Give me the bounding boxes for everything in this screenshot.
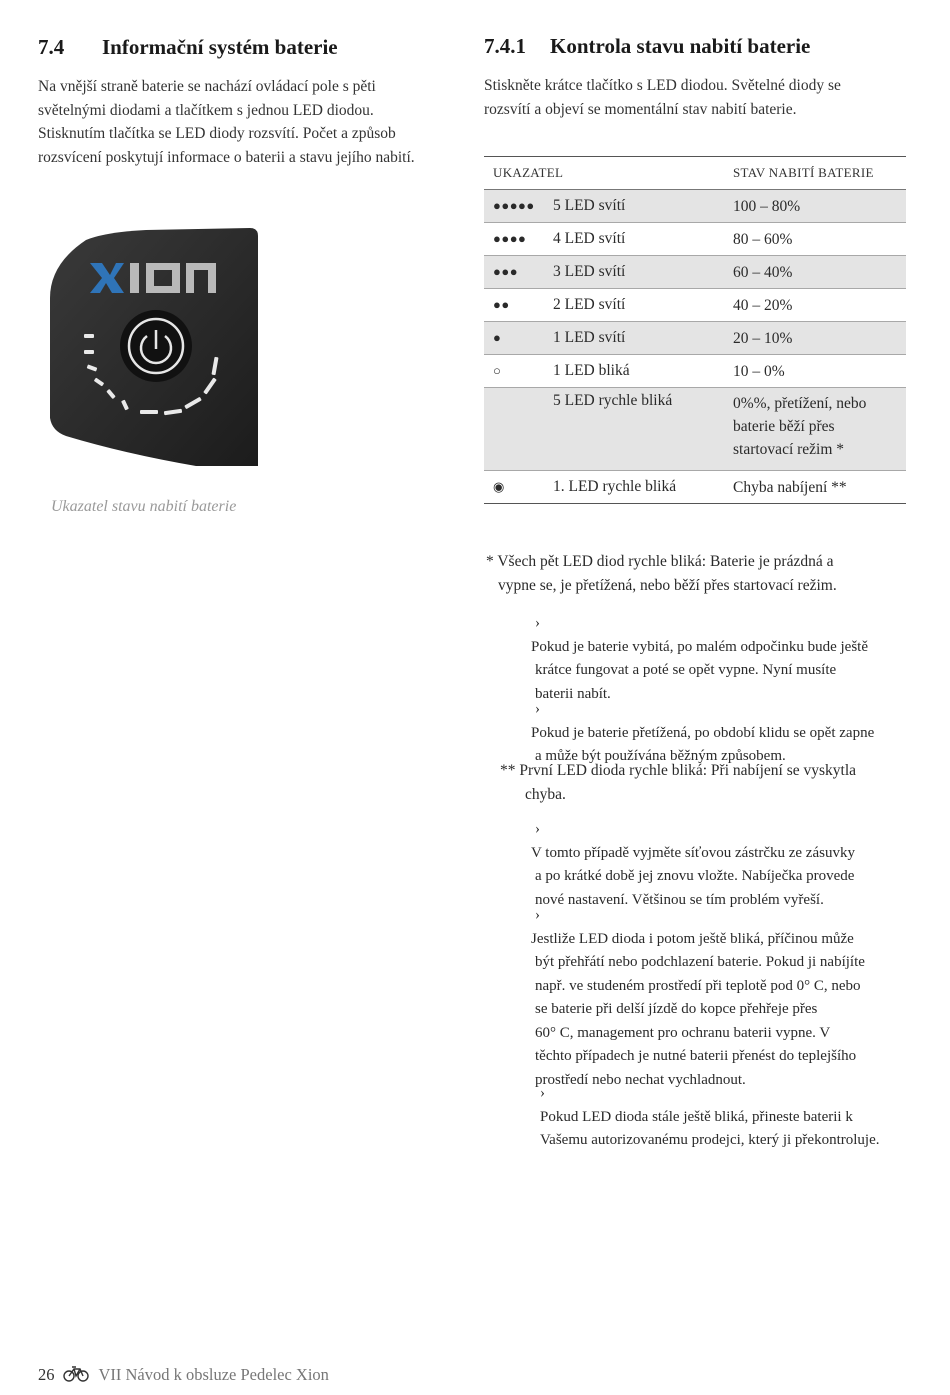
list-item-line: Pokud je baterie vybitá, po malém odpočinku bude ještě (531, 638, 869, 655)
list-item (510, 818, 945, 912)
list-item-line: nové nastavení. Většinou se tím problém vyřeší. (535, 891, 824, 908)
list-item-line: být přehřátí nebo podchlazení baterie. Pokud ji nabíjíte (535, 954, 865, 970)
charge-status-table (484, 156, 906, 504)
intro-line: světelnými diodami a tlačítkem s jednou LED diodou. (38, 101, 374, 119)
instruction-line: Stiskněte krátce tlačítko s LED diodou. Světelné diody se (484, 77, 841, 94)
led-symbol: ○ (484, 355, 553, 388)
note-double-star (500, 759, 930, 806)
charge-state: 20 – 10% (733, 322, 906, 355)
arrow-icon: › (535, 701, 540, 717)
led-description: 1 LED svítí (553, 322, 733, 355)
header-indicator: UKAZATEL (484, 157, 733, 190)
led-symbol: ◉ (484, 471, 553, 504)
charge-state: 100 – 80% (733, 190, 906, 223)
charge-state: 40 – 20% (733, 289, 906, 322)
table-row (484, 322, 906, 355)
page-number: 26 (38, 1365, 55, 1384)
table-header-row (484, 157, 906, 190)
led-description: 1. LED rychle bliká (553, 471, 733, 504)
charge-state (733, 388, 906, 471)
led-description: 1 LED bliká (553, 355, 733, 388)
charge-state: 60 – 40% (733, 256, 906, 289)
section-title: Informační systém baterie (102, 35, 338, 59)
list-item (510, 904, 945, 1092)
battery-control-panel-image (46, 226, 264, 470)
charge-state-line: 0%%, přetížení, nebo (733, 395, 867, 412)
led-symbol: ●●●● (484, 223, 553, 256)
section-number: 7.4.1 (484, 34, 526, 58)
section-heading-7-4 (38, 35, 338, 60)
instruction-paragraph (484, 74, 914, 121)
list-item-line: Jestliže LED dioda i potom ještě bliká, příčinou může (531, 930, 854, 947)
image-caption: Ukazatel stavu nabití baterie (51, 498, 237, 515)
intro-line: Na vnější straně baterie se nachází ovládací pole s pěti (38, 78, 376, 95)
bicycle-icon (63, 1366, 89, 1382)
table-row (484, 256, 906, 289)
list-item-line: Vašemu autorizovanému prodejci, který ji překontroluje. (540, 1132, 880, 1148)
led-symbol: ●● (484, 289, 553, 322)
list-item-line: Pokud je baterie přetížená, po období klidu se opět zapne (531, 724, 875, 741)
intro-line: Stisknutím tlačítka se LED diody rozsvítí. Počet a způsob (38, 125, 396, 142)
list-item-line: se baterie při delší jízdě do kopce přehřeje přes (535, 1001, 818, 1017)
instruction-line: rozsvítí a objeví se momentální stav nabití baterie. (484, 100, 797, 118)
list-item-line: krátce fungovat a poté se opět vypne. Nyní musíte (535, 662, 837, 678)
led-description: 2 LED svítí (553, 289, 733, 322)
list-item (510, 698, 945, 769)
table-row (484, 289, 906, 322)
header-state: STAV NABITÍ BATERIE (733, 157, 906, 190)
led-description: 5 LED rychle bliká (553, 388, 733, 471)
section-title: Kontrola stavu nabití baterie (550, 34, 811, 58)
led-symbol: ● (484, 322, 553, 355)
intro-paragraph (38, 75, 468, 169)
led-description: 3 LED svítí (553, 256, 733, 289)
note-line: vypne se, je přetížená, nebo běží přes startovací režim. (498, 576, 837, 594)
list-item-line: těchto případech je nutné baterii přenést do teplejšího (535, 1048, 857, 1064)
list-item-line: V tomto případě vyjměte síťovou zástrčku ze zásuvky (531, 844, 855, 861)
note-single-star (486, 550, 926, 597)
footer-title: VII Návod k obsluze Pedelec Xion (98, 1365, 329, 1384)
list-item-line: a po krátké době jej znovu vložte. Nabíječka provede (535, 868, 855, 884)
table-row (484, 190, 906, 223)
charge-state-line: baterie běží přes (733, 418, 835, 435)
section-heading-7-4-1 (484, 34, 810, 59)
arrow-icon: › (535, 907, 540, 923)
charge-state: 10 – 0% (733, 355, 906, 388)
charge-state: Chyba nabíjení ** (733, 471, 906, 504)
table-row (484, 388, 906, 471)
page-footer (38, 1365, 329, 1385)
led-description: 4 LED svítí (553, 223, 733, 256)
list-item-line: prostředí nebo nechat vychladnout. (535, 1071, 746, 1088)
note-line: * Všech pět LED diod rychle bliká: Baterie je prázdná a (486, 553, 834, 570)
list-item-line: např. ve studeném prostředí při teplotě pod 0° C, nebo (535, 977, 861, 994)
arrow-icon: › (540, 1085, 545, 1101)
list-item-line: a může být používána běžným způsobem. (535, 748, 786, 764)
arrow-icon: › (535, 615, 540, 631)
power-button (120, 310, 192, 382)
charge-state-line: startovací režim * (733, 441, 845, 458)
charge-state: 80 – 60% (733, 223, 906, 256)
note-line: ** První LED dioda rychle bliká: Při nabíjení se vyskytla (500, 762, 857, 779)
list-item (510, 612, 945, 706)
table-row (484, 471, 906, 504)
list-item-line: baterii nabít. (535, 685, 611, 702)
table-row (484, 355, 906, 388)
led-description: 5 LED svítí (553, 190, 733, 223)
led-symbol: ●●● (484, 256, 553, 289)
intro-line: rozsvícení poskytují informace o baterii a stavu jejího nabití. (38, 148, 415, 166)
led-symbol (484, 388, 553, 471)
led-symbol: ●●●●● (484, 190, 553, 223)
list-item-line: 60° C, management pro ochranu baterii vypne. V (535, 1024, 831, 1041)
list-item-line: Pokud LED dioda stále ještě bliká, přineste baterii k (540, 1108, 853, 1125)
arrow-icon: › (535, 821, 540, 837)
table-row (484, 223, 906, 256)
list-item (519, 1082, 950, 1153)
section-number: 7.4 (38, 35, 65, 59)
note-line: chyba. (525, 785, 566, 803)
